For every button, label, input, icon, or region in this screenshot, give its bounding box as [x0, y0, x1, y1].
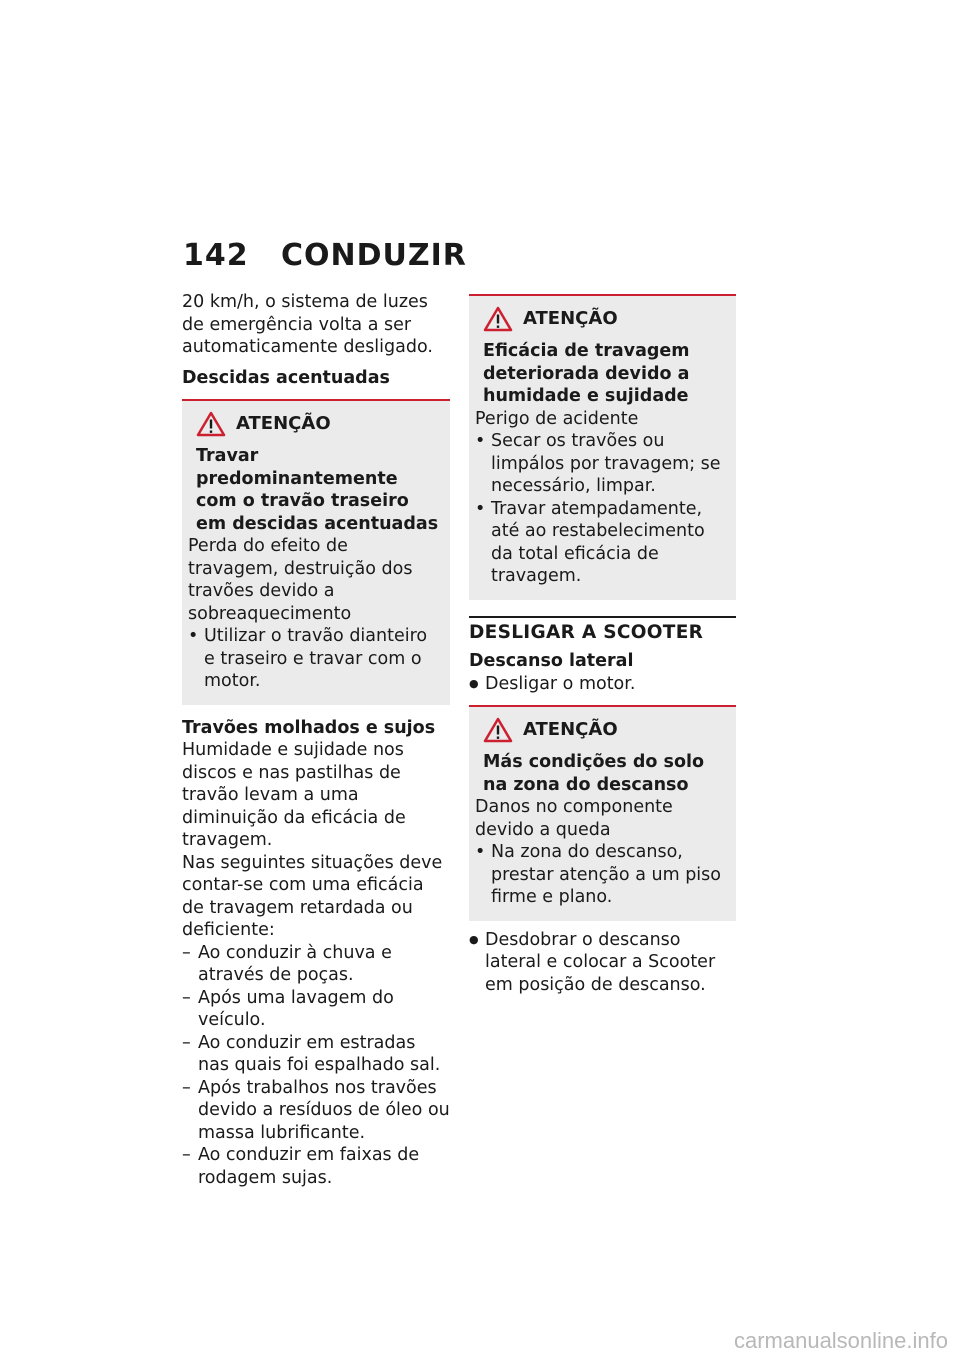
watermark[interactable]: carmanualsonline.info [733, 1328, 948, 1353]
warning-label: ATENÇÃO [523, 307, 618, 329]
warning-title: Más condições do solo na zona do descanso [483, 752, 704, 795]
list-item: • Secar os travões ou limpálos por travagem; se necessário, limpar. [475, 430, 728, 498]
warning-header [475, 306, 728, 332]
warning-title: Travar predominantemente com o travão traseiro em descidas acentuadas [196, 446, 439, 534]
list-item: • Na zona do descanso, prestar atenção a um piso firme e plano. [475, 841, 728, 909]
warning-triangle-icon [483, 717, 513, 743]
list-item: ● Desdobrar o descanso lateral e colocar a Scooter em posição de descanso. [469, 929, 736, 997]
chapter-title: CONDUZIR [281, 238, 467, 273]
list-item: – Após uma lavagem do veículo. [182, 987, 450, 1032]
warning-box-humidade [469, 294, 736, 600]
warning-header [188, 411, 442, 437]
list-item: – Ao conduzir à chuva e através de poças. [182, 942, 450, 987]
warning-title: Eficácia de travagem deteriorada devido a humidade e sujidade [483, 341, 690, 406]
steps-list-2 [469, 929, 736, 997]
page-header [183, 238, 467, 273]
list-item: – Ao conduzir em faixas de rodagem sujas. [182, 1144, 450, 1189]
warning-header [475, 717, 728, 743]
descidas-heading: Descidas acentuadas [182, 367, 390, 388]
situations-list [182, 942, 450, 1190]
section-title: DESLIGAR A SCOOTER [469, 616, 736, 645]
intro-paragraph: 20 km/h, o sistema de luzes de emergência volta a ser automaticamente desligado. [182, 292, 433, 357]
list-item: ● Desligar o motor. [469, 673, 736, 696]
warning-consequence: Danos no componente devido a queda [475, 797, 673, 840]
list-item: – Ao conduzir em estradas nas quais foi espalhado sal. [182, 1032, 450, 1077]
warning-actions [475, 430, 728, 588]
travoes-heading: Travões molhados e sujos [182, 717, 436, 738]
warning-triangle-icon [483, 306, 513, 332]
warning-consequence: Perigo de acidente [475, 408, 639, 429]
right-column [469, 294, 736, 996]
warning-consequence: Perda do efeito de travagem, destruição dos travões devido a sobreaquecimento [188, 536, 413, 624]
list-item: • Travar atempadamente, até ao restabelecimento da total eficácia de travagem. [475, 498, 728, 588]
warning-box-descanso [469, 705, 736, 921]
warning-triangle-icon [196, 411, 226, 437]
warning-label: ATENÇÃO [236, 412, 331, 434]
steps-list-1 [469, 673, 736, 696]
travoes-paragraph-1: Humidade e sujidade nos discos e nas pastilhas de travão levam a uma diminuição da eficácia de travagem. [182, 740, 406, 850]
warning-actions [188, 625, 442, 693]
list-item: – Após trabalhos nos travões devido a resíduos de óleo ou massa lubrificante. [182, 1077, 450, 1145]
page-number: 142 [183, 238, 249, 273]
descanso-heading: Descanso lateral [469, 651, 634, 671]
travoes-paragraph-2: Nas seguintes situações deve contar-se com uma eficácia de travagem retardada ou deficiente: [182, 852, 443, 940]
warning-actions [475, 841, 728, 909]
left-column [182, 291, 450, 1189]
warning-label: ATENÇÃO [523, 718, 618, 740]
warning-box-descidas [182, 399, 450, 705]
list-item: • Utilizar o travão dianteiro e traseiro e travar com o motor. [188, 625, 442, 693]
